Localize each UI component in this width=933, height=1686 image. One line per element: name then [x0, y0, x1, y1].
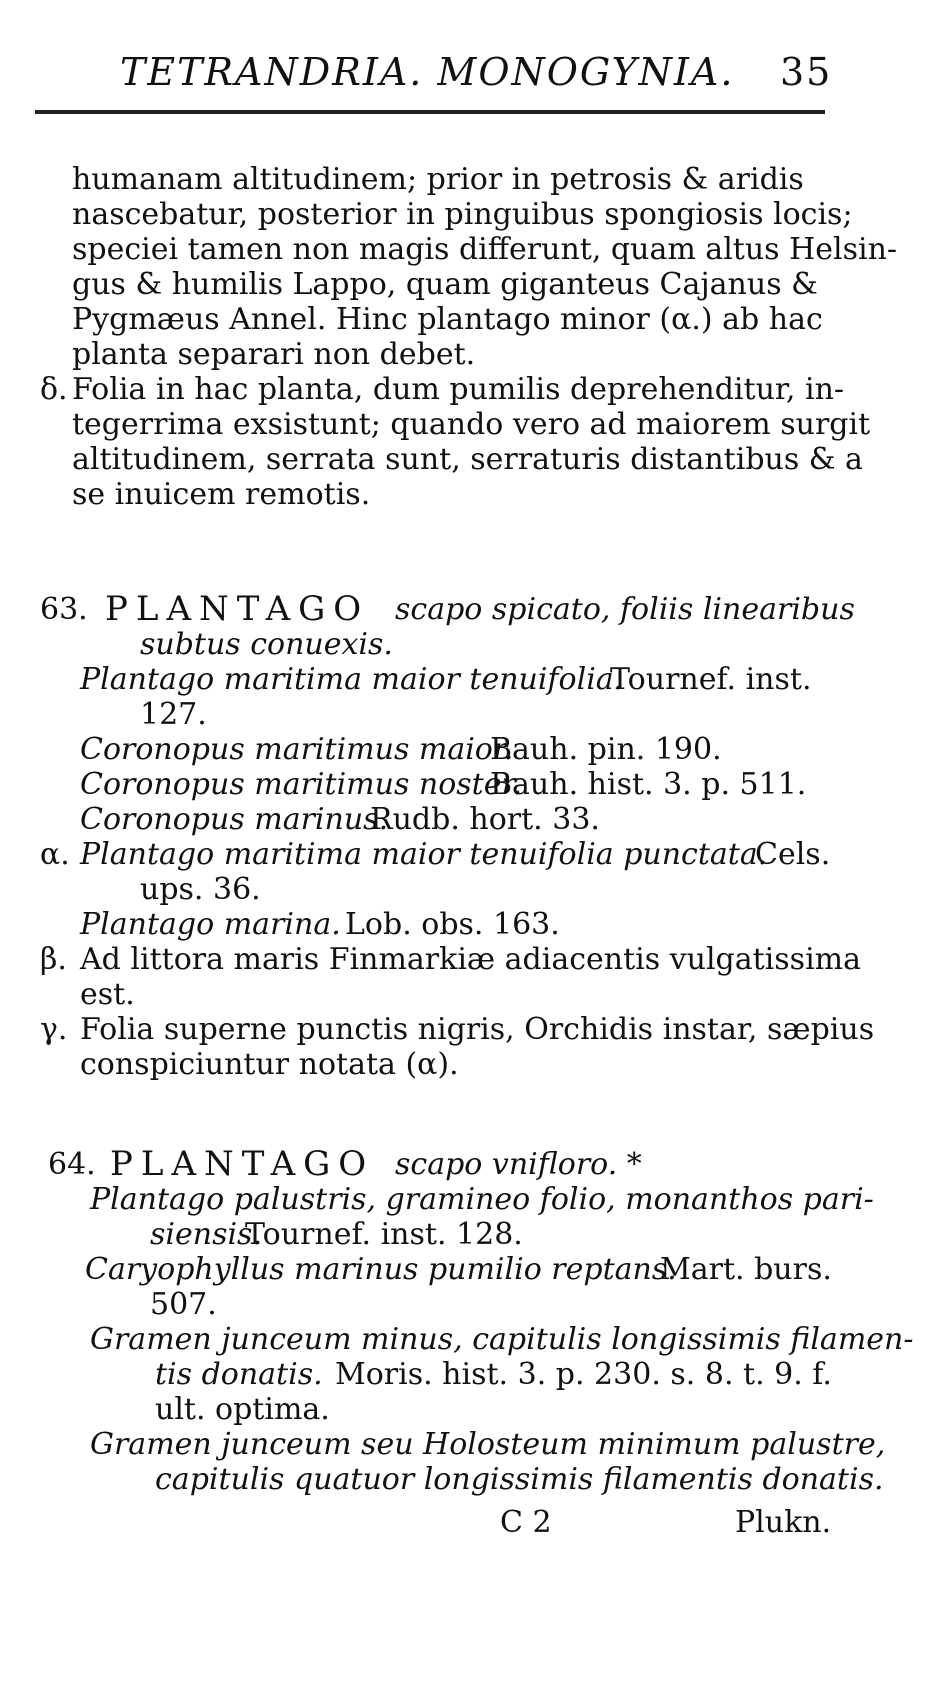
synonym-name: tis donatis.	[155, 1357, 323, 1392]
variety-marker: γ.	[40, 1012, 68, 1047]
text-line: conspiciuntur notata (α).	[80, 1047, 459, 1082]
synonym-reference: ups. 36.	[140, 872, 261, 907]
synonym-reference: Tournef. inst. 128.	[245, 1217, 523, 1252]
variety-marker: β.	[40, 942, 67, 977]
page-number: 35	[780, 50, 833, 94]
catchword: Plukn.	[735, 1505, 832, 1540]
genus-name: PLANTAGO	[105, 589, 370, 629]
text-line: Folia superne punctis nigris, Orchidis instar, sæpius	[80, 1012, 875, 1047]
synonym-name: Coronopus maritimus noster.	[80, 767, 523, 802]
genus-name: PLANTAGO	[110, 1144, 375, 1184]
synonym-name: Gramen junceum minus, capitulis longissimis filamen-	[90, 1322, 914, 1357]
synonym-name: capitulis quatuor longissimis filamentis donatis.	[155, 1462, 884, 1497]
synonym-reference: Cels.	[755, 837, 831, 872]
synonym-name: Plantago maritima maior tenuifolia punctata.	[80, 837, 768, 872]
synonym-reference: Moris. hist. 3. p. 230. s. 8. t. 9. f.	[335, 1357, 832, 1392]
text-line: tegerrima exsistunt; quando vero ad maiorem surgit	[72, 407, 871, 442]
text-line: planta separari non debet.	[72, 337, 476, 372]
synonym-reference: 507.	[150, 1287, 217, 1322]
synonym-name: Coronopus maritimus maior.	[80, 732, 514, 767]
synonym-reference: Bauh. hist. 3. p. 511.	[490, 767, 807, 802]
entry-number: 64.	[48, 1147, 96, 1182]
header-rule	[35, 110, 825, 114]
synonym-name: Plantago maritima maior tenuifolia.	[80, 662, 624, 697]
synonym-reference: Bauh. pin. 190.	[490, 732, 722, 767]
diagnosis: subtus conuexis.	[140, 627, 393, 662]
variety-marker: α.	[40, 837, 70, 872]
text-line: Folia in hac planta, dum pumilis deprehenditur, in-	[72, 372, 845, 407]
synonym-reference: Mart. burs.	[660, 1252, 832, 1287]
diagnosis: scapo spicato, foliis linearibus	[395, 592, 855, 627]
entry-number: 63.	[40, 592, 88, 627]
synonym-reference: ult. optima.	[155, 1392, 330, 1427]
text-line: altitudinem, serrata sunt, serraturis distantibus & a	[72, 442, 863, 477]
text-line: se inuicem remotis.	[72, 477, 371, 512]
note-marker: δ.	[40, 372, 68, 407]
text-line: est.	[80, 977, 135, 1012]
synonym-reference: Lob. obs. 163.	[345, 907, 560, 942]
synonym-reference: 127.	[140, 697, 207, 732]
synonym-name: Caryophyllus marinus pumilio reptans.	[85, 1252, 677, 1287]
synonym-reference: Rudb. hort. 33.	[370, 802, 600, 837]
signature-mark: C 2	[500, 1505, 552, 1540]
diagnosis: scapo vnifloro. *	[395, 1147, 642, 1182]
running-title: TETRANDRIA. MONOGYNIA.	[120, 50, 735, 94]
text-line: Ad littora maris Finmarkiæ adiacentis vulgatissima	[80, 942, 861, 977]
synonym-name: Plantago marina.	[80, 907, 341, 942]
synonym-name: Gramen junceum seu Holosteum minimum palustre,	[90, 1427, 886, 1462]
text-line: speciei tamen non magis differunt, quam altus Helsin-	[72, 232, 898, 267]
synonym-reference: Tournef. inst.	[610, 662, 812, 697]
text-line: humanam altitudinem; prior in petrosis & aridis	[72, 162, 804, 197]
synonym-name: Plantago palustris, gramineo folio, monanthos pari-	[90, 1182, 874, 1217]
synonym-name: Coronopus marinus.	[80, 802, 389, 837]
text-line: gus & humilis Lappo, quam giganteus Cajanus &	[72, 267, 818, 302]
text-line: nascebatur, posterior in pinguibus spongiosis locis;	[72, 197, 853, 232]
synonym-name: siensis.	[150, 1217, 262, 1252]
text-line: Pygmæus Annel. Hinc plantago minor (α.) ab hac	[72, 302, 823, 337]
